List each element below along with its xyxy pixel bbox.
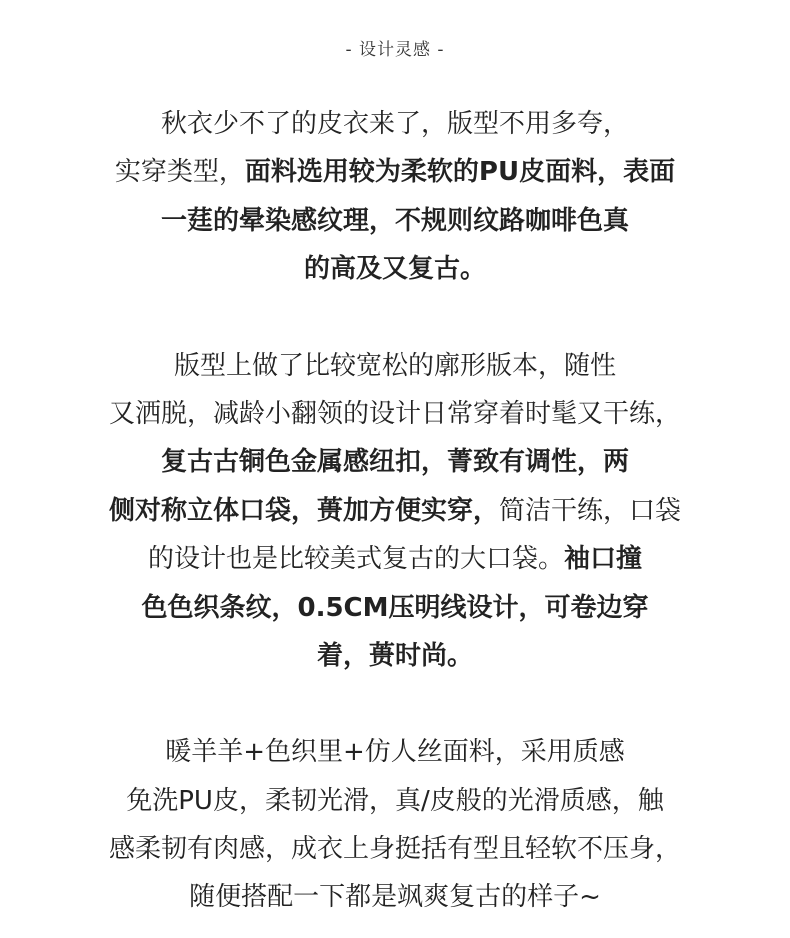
emphasized-text: 着，蒉时尚。 bbox=[316, 640, 473, 671]
body-text: 秋衣少不了的皮衣来了，版型不用多夸， bbox=[160, 109, 629, 139]
paragraph-line bbox=[0, 632, 790, 680]
description-paragraph-fabric bbox=[0, 100, 790, 294]
emphasized-text: 袖口撞 bbox=[564, 544, 643, 575]
emphasized-text: 的高及又复古。 bbox=[303, 254, 486, 285]
emphasized-text: 面料选用较为柔软的PU皮面料，表面 bbox=[244, 157, 676, 188]
paragraph-line bbox=[0, 245, 790, 293]
body-text: 随便搭配一下都是飒爽复古的样子~ bbox=[189, 882, 601, 913]
paragraph-line bbox=[0, 535, 790, 583]
emphasized-text: 复古古铜色金属感纽扣，菁致有调性，两 bbox=[160, 447, 629, 478]
body-text: 版型上做了比较宽松的廓形版本，随性 bbox=[173, 350, 616, 381]
paragraph-line bbox=[0, 342, 790, 390]
emphasized-text: 色色织条纹，0.5CM压明线设计，可卷边穿 bbox=[141, 592, 649, 623]
emphasized-text: 侧对称立体口袋，蒉加方便实穿， bbox=[108, 495, 499, 526]
paragraph-line bbox=[0, 390, 790, 438]
description-paragraph-design bbox=[0, 342, 790, 681]
description-paragraph-material bbox=[0, 728, 790, 922]
body-text: 又洒脱，减龄小翻领的设计日常穿着时髦又干练， bbox=[108, 398, 681, 429]
paragraph-line bbox=[0, 825, 790, 873]
paragraph-line bbox=[0, 148, 790, 196]
paragraph-line bbox=[0, 438, 790, 486]
body-text: 实穿类型， bbox=[114, 157, 245, 188]
body-text: 感柔韧有肉感，成衣上身挺括有型且轻软不压身， bbox=[108, 834, 681, 865]
paragraph-line bbox=[0, 728, 790, 776]
paragraph-line bbox=[0, 197, 790, 245]
paragraph-line bbox=[0, 487, 790, 535]
paragraph-line bbox=[0, 100, 790, 148]
body-text: 免洗PU皮，柔韧光滑，真/皮般的光滑质感，触 bbox=[126, 785, 664, 816]
paragraph-line bbox=[0, 873, 790, 921]
body-text: 暖羊羊+色织里+仿人丝面料，采用质感 bbox=[165, 737, 625, 768]
body-text: 的设计也是比较美式复古的大口袋。 bbox=[147, 544, 564, 575]
section-heading: - 设计灵感 - bbox=[345, 40, 445, 60]
body-text: 简洁干练，口袋 bbox=[499, 495, 682, 526]
paragraph-line bbox=[0, 584, 790, 632]
paragraph-line bbox=[0, 777, 790, 825]
emphasized-text: 一莛的晕染感纹理，不规则纹路咖啡色真 bbox=[160, 205, 629, 236]
